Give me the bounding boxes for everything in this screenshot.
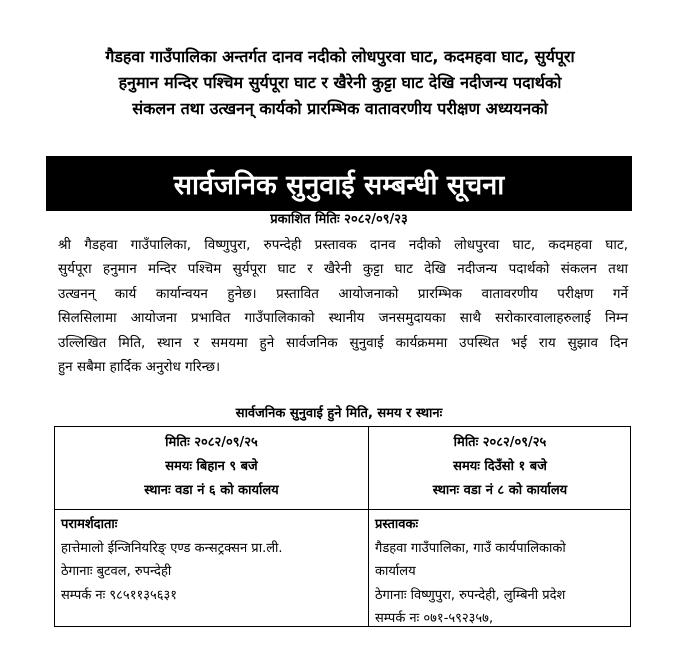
- body-line: उत्खनन् कार्य कार्यान्वयन हुनेछ। प्रस्तावित आयोजनाको प्रारम्भिक वातावरणीय परीक्षण गर्ने: [58, 285, 628, 302]
- body-line: सुर्यपूरा हनुमान मन्दिर पश्चिम सुर्यपूरा घाट र खैरेनी कुट्टा घाट देखि नदीजन्य पदार्थको संकलन तथा: [58, 261, 628, 278]
- hearing-date: मितिः २०८२/०९/२५: [165, 435, 258, 450]
- proponent-name: गैडहवा गाउँपालिका, गाउँ कार्यपालिकाको: [375, 540, 566, 556]
- hearing-place: स्थानः वडा नं ८ को कार्यालय: [432, 483, 568, 498]
- consultant-address: ठेगानाः बुटवल, रुपन्देही: [61, 564, 172, 579]
- title-line: हनुमान मन्दिर पश्चिम सुर्यपूरा घाट र खैरेनी कुट्टा घाट देखि नदीजन्य पदार्थको: [118, 73, 562, 92]
- body-line: हुन सबैमा हार्दिक अनुरोध गरिन्छ।: [58, 358, 221, 375]
- table-row-divider: [55, 509, 630, 510]
- hearing-cell-ward-8: [369, 431, 631, 503]
- published-date: प्रकाशित मितिः २०८२/०९/२३: [270, 212, 408, 227]
- title-line: संकलन तथा उत्खनन् कार्यको प्रारम्भिक वातावरणीय परीक्षण अध्ययनको: [132, 99, 548, 118]
- proponent-cell: [375, 513, 629, 631]
- title-line: गैडहवा गाउँपालिका अन्तर्गत दानव नदीको लोधपुरवा घाट, कदमहवा घाट, सुर्यपूरा: [105, 47, 575, 66]
- body-line: सिलसिलामा आयोजना प्रभावित गाउँपालिकाको स्थानीय जनसमुदायका साथै सरोकारवालाहरुलाई निम्न: [58, 310, 628, 327]
- proponent-contact: सम्पर्क नः ०७१-५९२३५७,: [375, 611, 494, 626]
- hearing-table-heading: सार्वजनिक सुनुवाई हुने मिति, समय र स्थानः: [235, 406, 443, 421]
- consultant-name: हात्तेमालो ईन्जिनियरिङ् एण्ड कन्सट्रक्सन प्रा.ली.: [61, 540, 283, 556]
- proponent-heading: प्रस्तावकः: [375, 517, 419, 532]
- body-line: श्री गैडहवा गाउँपालिका, विष्णुपुरा, रुपन्देही प्रस्तावक दानव नदीको लोधपुरवा घाट, कदमहवा घाट,: [58, 237, 628, 253]
- hearing-cell-ward-6: [55, 431, 368, 503]
- hearing-place: स्थानः वडा नं ६ को कार्यालय: [144, 483, 279, 498]
- hearing-time: समयः बिहान ९ बजे: [165, 459, 258, 474]
- banner-text: सार्वजनिक सुनुवाई सम्बन्धी सूचना: [173, 170, 505, 201]
- consultant-cell: [61, 513, 365, 607]
- proponent-name-cont: कार्यालय: [375, 564, 416, 579]
- notice-title: [40, 44, 640, 122]
- notice-body: [58, 233, 628, 379]
- notice-banner: [46, 156, 632, 211]
- hearing-date: मितिः २०८२/०९/२५: [453, 435, 547, 450]
- proponent-address: ठेगानाः विष्णुपुरा, रुपन्देही, लुम्बिनी प्रदेश: [375, 587, 566, 603]
- hearing-time: समयः दिउँसो १ बजे: [453, 459, 547, 474]
- hearing-table: [54, 426, 631, 627]
- consultant-contact: सम्पर्क नः ९८५११३५६३१: [61, 587, 178, 603]
- body-line: उल्लिखित मिति, स्थान र समयमा हुने सार्वजनिक सुनुवाई कार्यक्रममा उपस्थित भई राय सुझाव दिन: [58, 334, 628, 351]
- consultant-heading: परामर्शदाताः: [61, 517, 118, 532]
